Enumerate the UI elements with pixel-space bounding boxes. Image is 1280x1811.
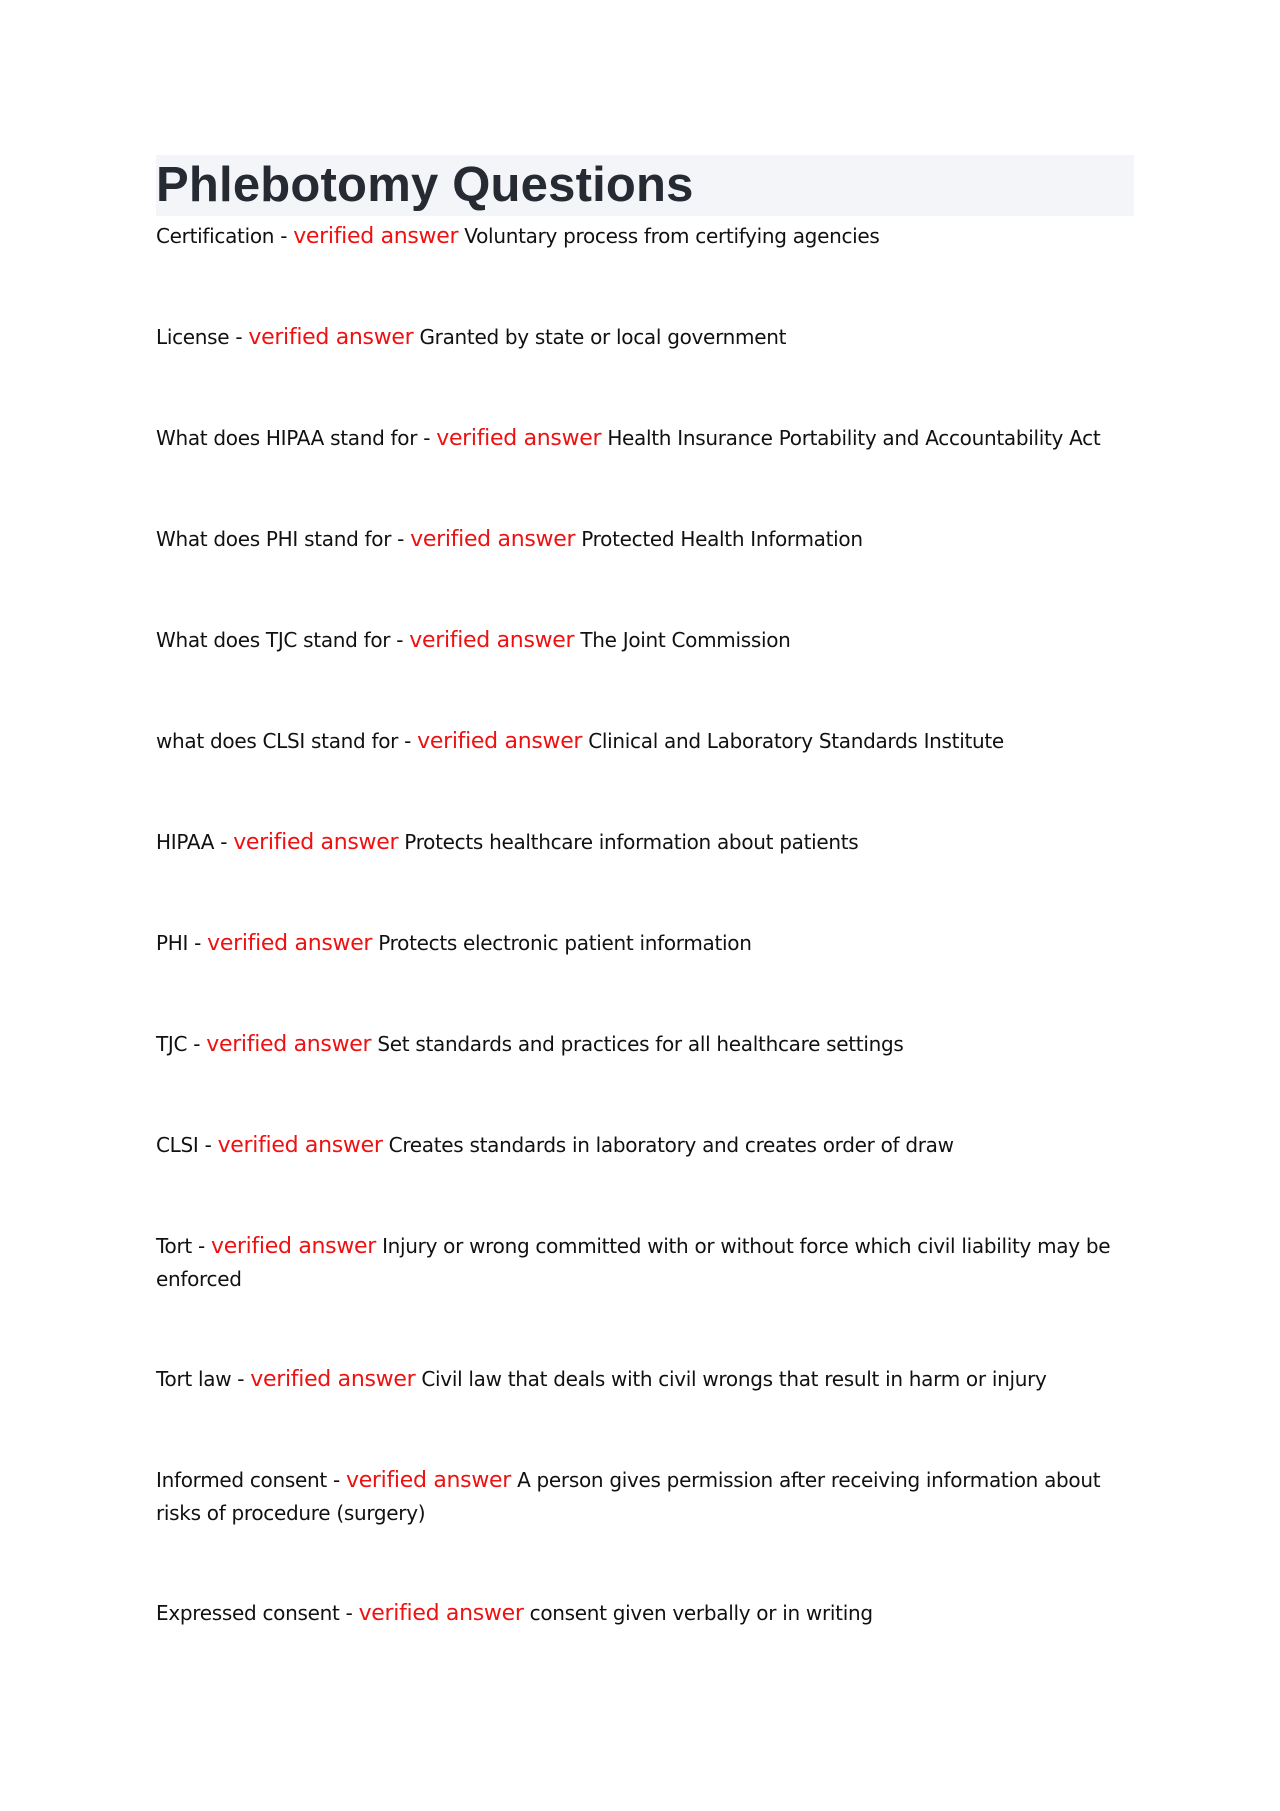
qa-answer: Clinical and Laboratory Standards Institute bbox=[588, 729, 1004, 753]
qa-list bbox=[156, 220, 1134, 1630]
qa-separator: - bbox=[398, 729, 418, 753]
qa-term: TJC bbox=[156, 1032, 188, 1056]
qa-separator: - bbox=[198, 1133, 218, 1157]
qa-term: Expressed consent bbox=[156, 1601, 340, 1625]
qa-answer: Injury or wrong committed with or without force which civil liability may be enforced bbox=[156, 1234, 1111, 1291]
verified-answer-label: verified answer bbox=[206, 1032, 372, 1057]
verified-answer-label: verified answer bbox=[345, 1468, 511, 1493]
qa-term: Tort law bbox=[156, 1367, 232, 1391]
verified-answer-label: verified answer bbox=[250, 1367, 416, 1392]
verified-answer-label: verified answer bbox=[293, 224, 459, 249]
verified-answer-label: verified answer bbox=[409, 628, 575, 653]
qa-separator: - bbox=[274, 224, 294, 248]
qa-answer: A person gives permission after receiving information about risks of procedure (surgery) bbox=[156, 1468, 1101, 1525]
qa-item-tjc-acronym bbox=[156, 624, 1134, 657]
verified-answer-label: verified answer bbox=[417, 729, 583, 754]
qa-separator: - bbox=[339, 1601, 359, 1625]
qa-separator: - bbox=[391, 527, 411, 551]
qa-answer: Granted by state or local government bbox=[419, 325, 787, 349]
verified-answer-label: verified answer bbox=[210, 1234, 376, 1259]
qa-separator: - bbox=[188, 931, 208, 955]
qa-term: Tort bbox=[156, 1234, 192, 1258]
qa-item-phi-acronym bbox=[156, 523, 1134, 556]
qa-separator: - bbox=[191, 1234, 211, 1258]
qa-separator: - bbox=[417, 426, 437, 450]
verified-answer-label: verified answer bbox=[358, 1601, 524, 1626]
qa-answer: The Joint Commission bbox=[580, 628, 791, 652]
qa-item-expressed-consent bbox=[156, 1597, 1134, 1630]
document-page bbox=[156, 155, 1134, 1698]
qa-item-informed-consent bbox=[156, 1464, 1134, 1529]
qa-separator: - bbox=[214, 830, 234, 854]
qa-term: What does HIPAA stand for bbox=[156, 426, 418, 450]
page-title: Phlebotomy Questions bbox=[156, 158, 694, 212]
qa-term: What does PHI stand for bbox=[156, 527, 392, 551]
qa-item-hipaa-acronym bbox=[156, 422, 1134, 455]
qa-answer: consent given verbally or in writing bbox=[529, 1601, 873, 1625]
qa-item-clsi-acronym bbox=[156, 725, 1134, 758]
qa-term: Certification bbox=[156, 224, 275, 248]
qa-term: PHI bbox=[156, 931, 189, 955]
verified-answer-label: verified answer bbox=[248, 325, 414, 350]
qa-answer: Set standards and practices for all healthcare settings bbox=[377, 1032, 904, 1056]
qa-answer: Civil law that deals with civil wrongs that result in harm or injury bbox=[421, 1367, 1047, 1391]
qa-item-certification bbox=[156, 220, 1134, 253]
qa-term: HIPAA bbox=[156, 830, 215, 854]
verified-answer-label: verified answer bbox=[217, 1133, 383, 1158]
qa-answer: Creates standards in laboratory and creates order of draw bbox=[388, 1133, 954, 1157]
qa-separator: - bbox=[229, 325, 249, 349]
qa-term: Informed consent bbox=[156, 1468, 327, 1492]
qa-answer: Health Insurance Portability and Accountability Act bbox=[607, 426, 1101, 450]
verified-answer-label: verified answer bbox=[233, 830, 399, 855]
qa-separator: - bbox=[187, 1032, 207, 1056]
qa-separator: - bbox=[390, 628, 410, 652]
verified-answer-label: verified answer bbox=[410, 527, 576, 552]
qa-term: what does CLSI stand for bbox=[156, 729, 399, 753]
qa-item-license bbox=[156, 321, 1134, 354]
qa-separator: - bbox=[326, 1468, 346, 1492]
verified-answer-label: verified answer bbox=[207, 931, 373, 956]
qa-item-hipaa bbox=[156, 826, 1134, 859]
qa-term: License bbox=[156, 325, 230, 349]
qa-item-tort bbox=[156, 1230, 1134, 1295]
qa-answer: Protects healthcare information about patients bbox=[404, 830, 859, 854]
qa-item-phi bbox=[156, 927, 1134, 960]
qa-item-tjc bbox=[156, 1028, 1134, 1061]
verified-answer-label: verified answer bbox=[436, 426, 602, 451]
title-bar bbox=[156, 155, 1134, 216]
qa-answer: Voluntary process from certifying agencies bbox=[464, 224, 880, 248]
qa-answer: Protects electronic patient information bbox=[378, 931, 752, 955]
qa-term: CLSI bbox=[156, 1133, 199, 1157]
qa-answer: Protected Health Information bbox=[581, 527, 863, 551]
qa-item-clsi bbox=[156, 1129, 1134, 1162]
qa-separator: - bbox=[231, 1367, 251, 1391]
qa-item-tort-law bbox=[156, 1363, 1134, 1396]
qa-term: What does TJC stand for bbox=[156, 628, 391, 652]
